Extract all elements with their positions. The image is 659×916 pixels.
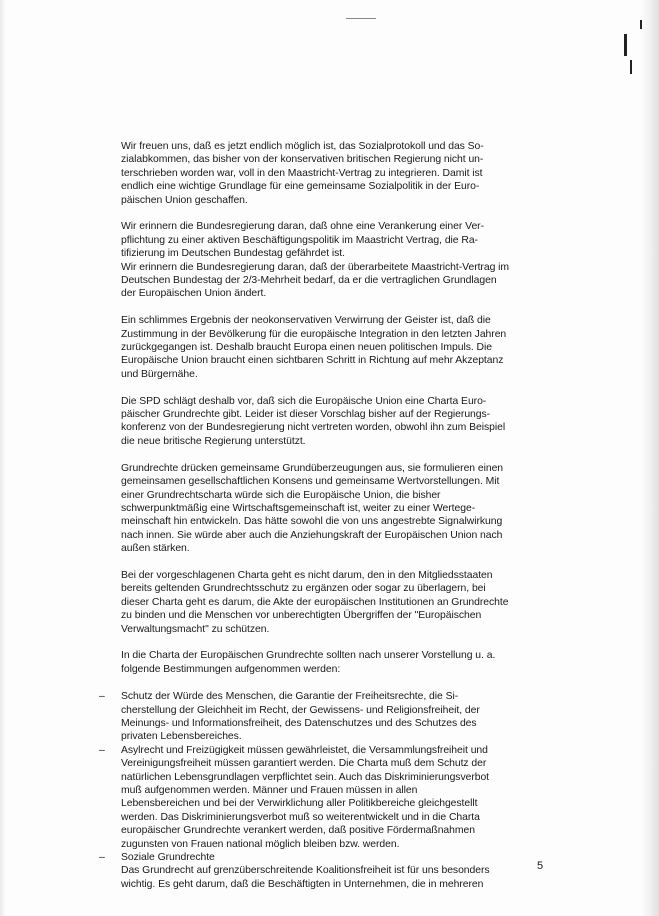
scan-speck [630, 60, 632, 74]
text-line: und Bürgernähe. [121, 368, 198, 380]
text-line: Wir freuen uns, daß es jetzt endlich möglich ist, das Sozialprotokoll und das So- [121, 141, 484, 152]
document-body [99, 140, 539, 891]
text-line: päischen Union geschaffen. [121, 194, 248, 206]
text-line: nach innen. Sie würde aber auch die Anziehungskraft der Europäischen Union nach [121, 529, 503, 541]
text-line: Ein schlimmes Ergebnis der neokonservativen Verwirrung der Geister ist, daß die [121, 315, 491, 327]
text-line: der Europäischen Union ändert. [121, 288, 267, 300]
text-line: Vereinigungsfreiheit müssen garantiert werden. Die Charta muß dem Schutz der [121, 758, 487, 770]
bullet-marker: – [99, 852, 105, 864]
text-line: Zustimmung in der Bevölkerung für die europäische Integration in den letzten Jahren [121, 328, 507, 340]
text-line: konferenz von der Bundesregierung nicht vertreten worden, obwohl ihn zum Beispiel [121, 422, 506, 434]
text-line: wichtig. Es geht darum, daß die Beschäftigten in Unternehmen, die in mehreren [121, 878, 484, 890]
scan-shadow-left [0, 0, 6, 916]
text-line: werden. Das Diskriminierungsverbot muß so weiterentwickelt und in die Charta [121, 811, 480, 823]
bullet-item [99, 744, 539, 851]
page-number: 5 [537, 860, 544, 872]
text-line: folgende Bestimmungen aufgenommen werden: [121, 663, 341, 675]
text-line: natürlichen Lebensgrundlagen verpflichtet sein. Auch das Diskriminierungsverbot [121, 771, 490, 783]
text-line: dieser Charta geht es darum, die Akte der europäischen Institutionen an Grundrechte [121, 596, 509, 608]
paragraph [121, 569, 539, 636]
text-line: terschrieben worden war, voll in den Maastricht-Vertrag zu integrieren. Damit ist [121, 167, 483, 179]
text-line: Verwaltungsmacht" zu schützen. [121, 623, 270, 635]
text-line: muß aufgenommen werden. Männer und Frauen müssen in allen [121, 785, 418, 796]
scan-speck [624, 34, 627, 56]
text-line: Bei der vorgeschlagenen Charta geht es nicht darum, den in den Mitgliedsstaaten [121, 569, 493, 581]
text-line: außen stärken. [121, 543, 190, 555]
text-line: zu binden und die Menschen vor unberechtigten Übergriffen der "Europäischen [121, 610, 482, 622]
bullet-marker: – [99, 744, 105, 756]
text-line: die neue britische Regierung unterstützt. [121, 435, 306, 447]
paragraph [121, 220, 539, 300]
text-line: tifizierung im Deutschen Bundestag gefährdet ist. [121, 248, 345, 260]
text-line: Europäische Union braucht einen sichtbaren Schritt in Richtung auf mehr Akzeptanz [121, 355, 504, 367]
bullet-marker: – [99, 691, 105, 703]
text-line: meinschaft hin entwickeln. Das hätte sowohl die von uns angestrebte Signalwirkung [121, 516, 503, 528]
text-line: gemeinsamen gesellschaftlichen Konsens und gemeinsame Wertvorstellungen. Mit [121, 476, 500, 488]
bullet-list [99, 690, 539, 891]
paragraph [121, 140, 539, 207]
paragraph [121, 314, 539, 381]
text-line: Schutz der Würde des Menschen, die Garantie der Freiheitsrechte, die Si- [121, 691, 459, 703]
text-line: pflichtung zu einer aktiven Beschäftigungspolitik im Maastricht Vertrag, die Ra- [121, 234, 478, 246]
text-line: Wir erinnern die Bundesregierung daran, daß der überarbeitete Maastricht-Vertrag im [121, 261, 510, 273]
text-line: Grundrechte drücken gemeinsame Grundüberzeugungen aus, sie formulieren einen [121, 462, 504, 474]
text-line: Soziale Grundrechte [121, 852, 215, 864]
bullet-item [99, 851, 539, 891]
text-line: Meinungs- und Informationsfreiheit, des Datenschutzes und des Schutzes des [121, 717, 477, 729]
text-line: zugunsten von Frauen national möglich bleiben bzw. werden. [121, 838, 400, 850]
text-line: zurückgegangen ist. Deshalb braucht Europa einen neuen politischen Impuls. Die [121, 342, 492, 354]
text-line: einer Grundrechtscharta würde sich die Europäische Union, die bisher [121, 489, 441, 501]
text-line: Lebensbereichen und bei der Verwirklichung aller Politikbereiche gleichgestellt [121, 798, 478, 810]
text-line: Asylrecht und Freizügigkeit müssen gewährleistet, die Versammlungsfreiheit und [121, 744, 488, 756]
text-line: schwerpunktmäßig eine Wirtschaftsgemeinschaft ist, weiter zu einer Wertege- [121, 502, 476, 514]
paragraph [121, 649, 539, 676]
scan-shadow-right [641, 0, 659, 916]
text-line: Das Grundrecht auf grenzüberschreitende Koalitionsfreiheit ist für uns besonders [121, 865, 490, 877]
text-line: zialabkommen, das bisher von der konservativen britischen Regierung nicht un- [121, 154, 484, 166]
scan-speck [346, 18, 376, 19]
text-line: privaten Lebensbereiches. [121, 731, 242, 743]
text-line: Die SPD schlägt deshalb vor, daß sich die Europäische Union eine Charta Euro- [121, 395, 487, 407]
text-line: In die Charta der Europäischen Grundrechte sollten nach unserer Vorstellung u. a. [121, 650, 496, 662]
text-line: europäischer Grundrechte verankert werden, daß positive Fördermaßnahmen [121, 825, 475, 837]
text-line: Deutschen Bundestag der 2/3-Mehrheit bedarf, da er die vertraglichen Grundlagen [121, 275, 497, 287]
scan-speck [640, 20, 642, 29]
text-line: päischer Grundrechte gibt. Leider ist dieser Vorschlag bisher auf der Regierungs- [121, 409, 491, 421]
paragraph [121, 462, 539, 556]
bullet-item [99, 690, 539, 744]
text-line: bereits geltenden Grundrechtsschutz zu ergänzen oder sogar zu überlagern, bei [121, 583, 486, 595]
paragraph [121, 395, 539, 449]
text-line: endlich eine wichtige Grundlage für eine gemeinsame Sozialpolitik in der Euro- [121, 181, 480, 193]
text-line: Wir erinnern die Bundesregierung daran, daß ohne eine Verankerung einer Ver- [121, 221, 484, 233]
text-line: cherstellung der Gleichheit im Recht, der Gewissens- und Religionsfreiheit, der [121, 704, 480, 716]
